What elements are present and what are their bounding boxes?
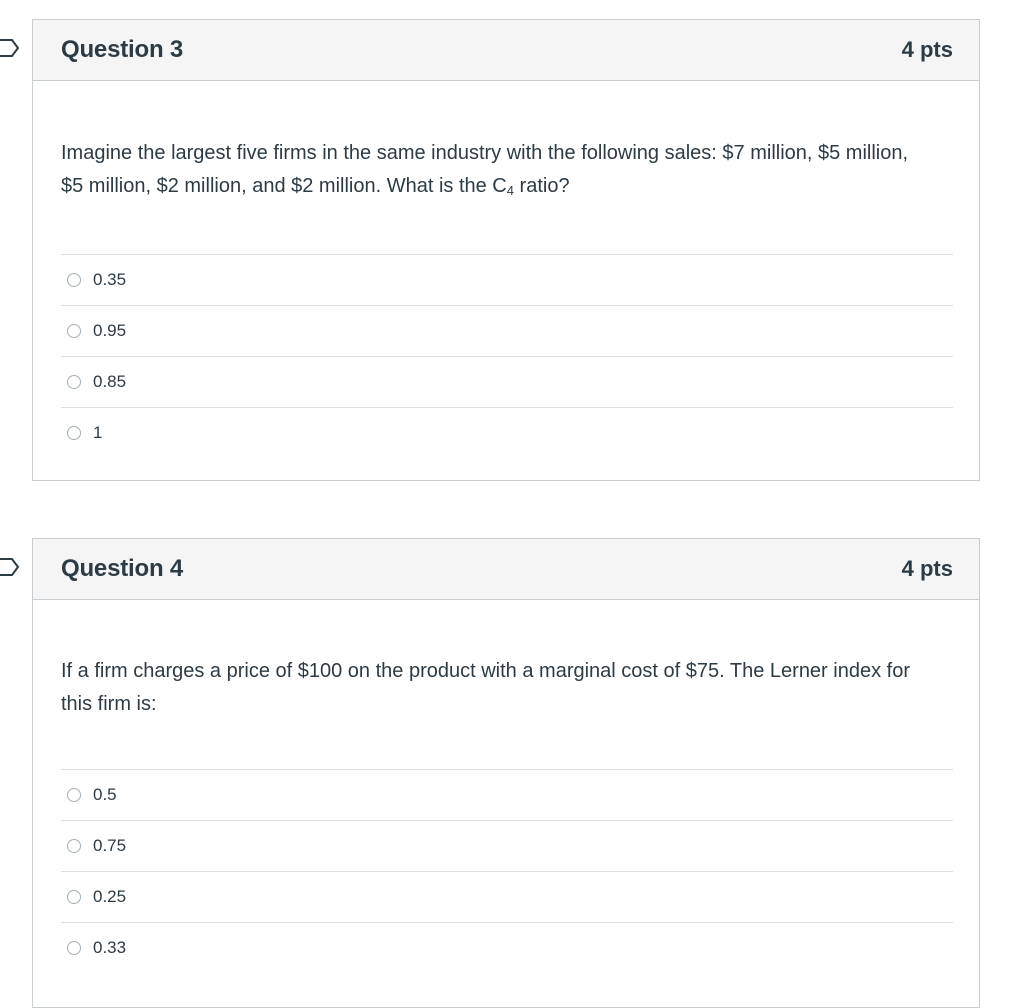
question-text: Imagine the largest five firms in the same industry with the following sales: $7 million, $5 million, $5 million, $2 million, and $2 million. What is the $C_4$ ratio?	[61, 142, 909, 198]
answer-label: 0.5	[93, 785, 117, 804]
subscript: 4	[506, 183, 514, 198]
question-header	[33, 20, 979, 81]
question-text: If a firm charges a price of $100 on the product with a marginal cost of $75. The Lerner index for this firm is:	[61, 660, 910, 715]
answer-option[interactable]	[61, 820, 953, 871]
radio-button[interactable]	[67, 375, 81, 389]
question-body	[33, 655, 979, 973]
answer-option[interactable]	[61, 871, 953, 922]
radio-button[interactable]	[67, 788, 81, 802]
question-card	[32, 19, 980, 481]
answer-option[interactable]	[61, 407, 953, 458]
answer-option[interactable]	[61, 305, 953, 356]
question-header	[33, 539, 979, 600]
question-points: 4 pts	[901, 37, 953, 62]
question-body	[33, 137, 979, 458]
question-points: 4 pts	[901, 556, 953, 581]
answer-option[interactable]	[61, 922, 953, 973]
answer-label: 0.75	[93, 836, 127, 855]
answer-list	[61, 769, 953, 973]
answer-list	[61, 254, 953, 458]
radio-button[interactable]	[67, 426, 81, 440]
answer-option[interactable]	[61, 356, 953, 407]
answer-label: 1	[93, 423, 103, 442]
radio-button[interactable]	[67, 839, 81, 853]
answer-label: 0.35	[93, 270, 127, 289]
answer-option[interactable]	[61, 769, 953, 820]
radio-button[interactable]	[67, 941, 81, 955]
answer-label: 0.33	[93, 938, 127, 957]
answer-option[interactable]	[61, 254, 953, 305]
flag-question-icon[interactable]	[0, 38, 20, 58]
answer-label: 0.95	[93, 321, 127, 340]
answer-label: 0.25	[93, 887, 127, 906]
answer-label: 0.85	[93, 372, 127, 391]
question-card	[32, 538, 980, 1008]
radio-button[interactable]	[67, 890, 81, 904]
question-title: Question 3	[61, 36, 184, 63]
radio-button[interactable]	[67, 324, 81, 338]
radio-button[interactable]	[67, 273, 81, 287]
question-title: Question 4	[61, 555, 184, 582]
flag-question-icon[interactable]	[0, 557, 20, 577]
